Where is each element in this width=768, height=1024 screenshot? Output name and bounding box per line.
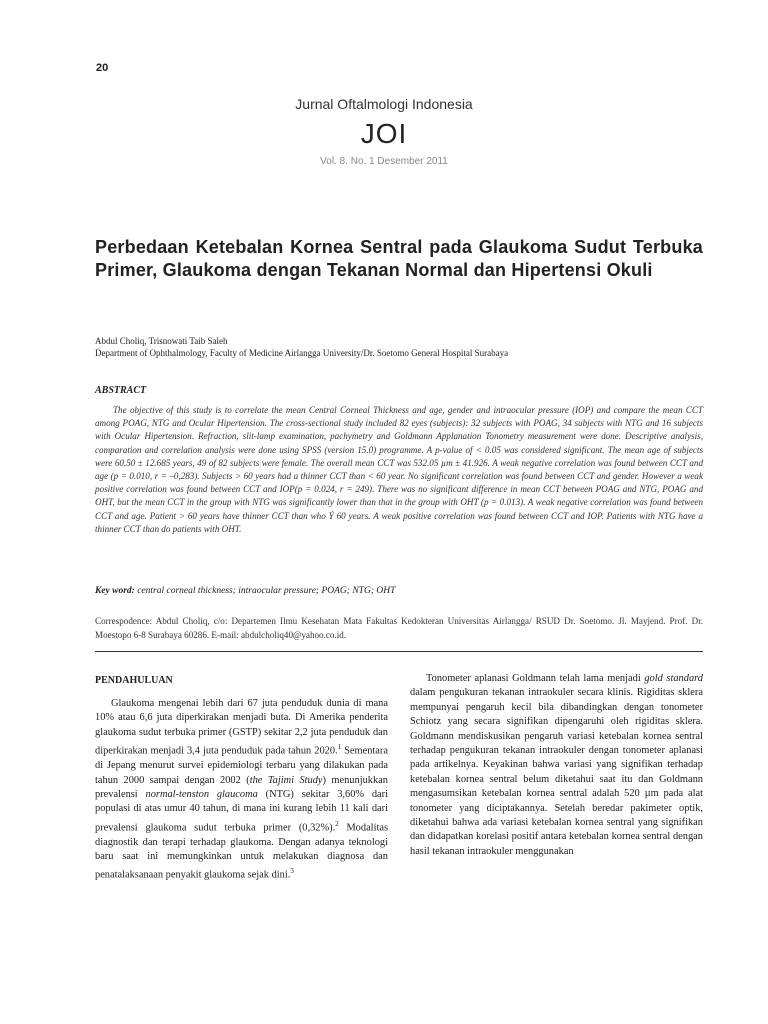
page-number: 20 — [96, 62, 109, 74]
divider — [95, 651, 703, 652]
keyword-label: Key word: — [95, 586, 135, 596]
keywords-line — [95, 586, 703, 596]
article-title: Perbedaan Ketebalan Kornea Sentral pada Glaukoma Sudut Terbuka Primer, Glaukoma dengan Tekanan Normal dan Hipertensi Okuli — [95, 237, 703, 280]
abstract-heading: ABSTRACT — [95, 385, 147, 396]
keywords: central corneal thickness; intraocular pressure; POAG; NTG; OHT — [137, 586, 396, 596]
text-run: Tonometer aplanasi Goldmann telah lama menjadi — [426, 673, 645, 684]
text-run: ) menunjukkan prevalensi — [95, 774, 388, 800]
text-run: Modalitas diagnostik dan terapi terhadap glaukoma. Dengan adanya teknologi baru saat ini memungkinkan untuk melakukan diagnosa dan penatalaksanaan penyakit glaukoma sejak dini. — [95, 822, 389, 881]
journal-name: Jurnal Oftalmologi Indonesia — [295, 96, 473, 112]
citation: 1 — [337, 743, 342, 752]
citation: 2 — [335, 819, 339, 828]
text-run: Sementara di Jepang menurut survei epidemiologi terbaru yang dilakukan pada tahun 2000 sampai dengan 2002 ( — [95, 745, 388, 786]
italic-run: gold standard — [644, 673, 703, 684]
italic-run: the Tajimi Study — [249, 774, 323, 786]
abstract-text: The objective of this study is to correlate the mean Central Corneal Thickness and age, gender and intraocular pressure (IOP) and compare the mean CCT among POAG, NTG and Ocular Hipertension. The cross-sectional study included 82 eyes (subjects): 32 subjects with POAG, 34 subjects with NTG and 16 subjects with Ocular Hipertension. Refraction, slit-lamp examination, pachymetry and Goldmann Applanation Tonometry measurement were done. Descriptive analysis, comparation and correlation analysis were done using SPSS (version 15.0) programme. A p-value of < 0.05 was considered significant. The mean age of subjects were 60.50 ± 12.685 years, 49 of 82 subjects were female. The overall mean CCT was 532.05 µm ± 41.926. A weak negative correlation was found between CCT and age (p = 0.010, r = –0,283). Subjects > 60 years had a thinner CCT than < 60 year. No significant correlation was found between CCT and gender. However a weak positive correlation was found between CCT and IOP(p = 0.024, r = 249). There was no significant difference in mean CCT between POAG and NTG, POAG and OHT, but the mean CCT in the group with NTG was significantly lower than that in the group with OHT (p = 0.013). A weak negative correlation was found between CCT and age. Patient > 60 years have thinner CCT than who Ý 60 years. A weak positive correlation was found between CCT and IOP. Patients with NTG have a thinner CCT than do patients with OHT. — [95, 405, 703, 534]
volume-info: Vol. 8. No. 1 Desember 2011 — [320, 156, 448, 167]
section-heading: PENDAHULUAN — [95, 675, 173, 686]
text-run: Glaukoma mengenai lebih dari 67 juta penduduk dunia di mana 10% atau 6,6 juta diperkirakan menjadi buta. Di Amerika penderita glaukoma sudut terbuka primer (GSTP) sekitar 2,2 juta penduduk dan diperkirakan menjadi 3,4 juta penduduk pada tahun 2020. — [95, 698, 388, 757]
text-run: (NTG) sekitar 3,60% dari populasi di atas umur 40 tahun, di mana ini kurang lebih 11 kali dari prevalensi glaukoma sudut terbuka primer (0,32%). — [95, 788, 389, 834]
citation: 3 — [290, 867, 294, 876]
right-column-paragraph — [410, 672, 703, 859]
left-column-paragraph — [95, 697, 388, 883]
authors: Abdul Choliq, Trisnowati Taib Saleh — [95, 336, 228, 346]
text-run: dalam pengukuran tekanan intraokuler secara klinis. Rigiditas sklera mempunyai pengaruh kecil bila dibandingkan dengan tonometer Schiotz yang secara signifikan dipengaruhi oleh rigiditas sklera. Goldmann mendiskusikan pengaruh variasi ketebalan kornea sentral terhadap pengukuran tekanan intraokuler dengan tonometer aplanasi pada artikelnya. Keyakinan bahwa variasi yang signifikan terhadap ketebalan kornea sentral belum diketahui saat itu dan Goldmann mengasumsikan ketebalan kornea sentral adalah 520 µm pada alat tonometer yang diciptakannya. Setelah beredar pakimeter optik, diketahui bahwa ada variasi ketebalan kornea sentral yang signifikan dan didapatkan korelasi positif antara ketebalan kornea sentral dengan hasil tekanan intraokuler menggunakan — [410, 687, 703, 857]
affiliation: Department of Ophthalmology, Faculty of Medicine Airlangga University/Dr. Soetomo General Hospital Surabaya — [95, 348, 509, 358]
correspondence: Correspodence: Abdul Choliq, c/o: Departemen Ilmu Kesehatan Mata Fakultas Kedokteran Universitas Airlangga/ RSUD Dr. Soetomo. Jl. Mayjend. Prof. Dr. Moestopo 6-8 Surabaya 60286. E-mail: abdulcholiq40@yahoo.co.id. — [95, 616, 703, 640]
journal-abbreviation: JOI — [360, 118, 408, 149]
italic-run: normal-tenston glaucoma — [145, 788, 258, 800]
